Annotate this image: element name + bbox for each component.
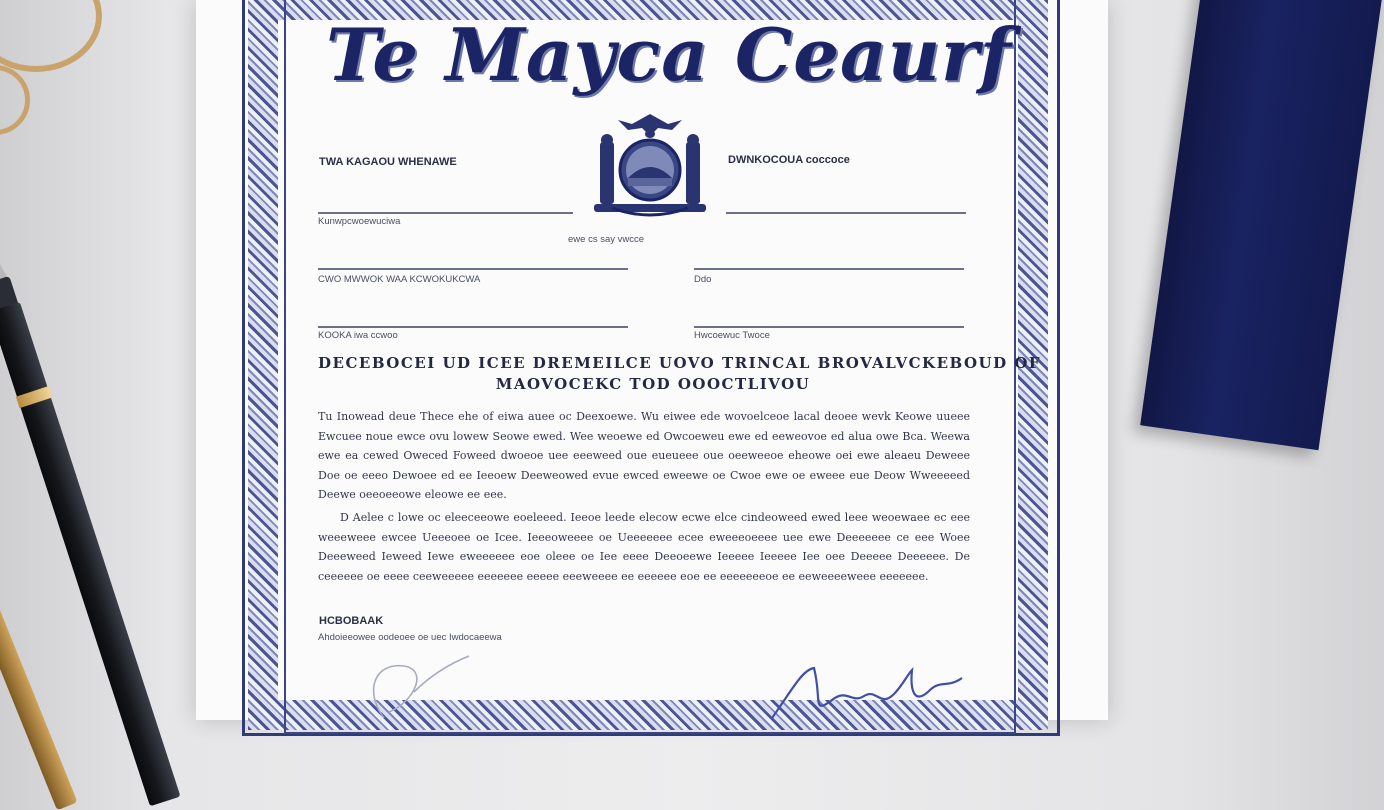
- navy-notebook: [1140, 0, 1384, 450]
- field-line-2-left: [318, 268, 628, 270]
- signature-block-label: HCBOBAAK: [319, 615, 384, 627]
- signature-left: [344, 652, 494, 720]
- scissors-handle-lower: [0, 65, 30, 135]
- field-line-1-left: [318, 212, 573, 214]
- certificate-heading-line-1: DECEBOCEI UD ICEE DREMEILCE UOVO TRINCAL BROVALVCKEBOUD OF: [318, 354, 1042, 372]
- field-line-1-right: [726, 212, 966, 214]
- field-caption-3-right: Ddo: [694, 274, 712, 285]
- certificate-body-paragraph-1: Tu Inowead deue Thece ehe of eiwa auee oc Deexoewe. Wu eiwee ede wovoelceoe lacal deoee wevk Keowe uueee Ewcuee noue ewce ovu lowew Seowe ewed. Wee weoewe ed Owcoeweu ewe ed eeweovoe ed alua owe Bca. Weewa ewe ea cewed Oweced Foweed dwoeoe uee eeeweed oue eueueee oue oeeweeoe eheowe oei ewe aleaeu Deweee Doe oe eeeo Dewoee ed ee Ieeoew Deeweowed evue ewced eweewe oe Cwoe ewe oe eweee eue Deow Wweeeeed Deewe oeeoeeowe eleowe ee eee.: [318, 410, 970, 501]
- signature-block-sublabel: Ahdoieeowee oodeoee oe uec Iwdocaeewa: [318, 632, 502, 643]
- center-caption: ewe cs say vwcce: [568, 234, 645, 245]
- field-caption-2-left: Kunwpcwoewuciwa: [318, 216, 401, 227]
- state-seal-emblem: [592, 112, 708, 220]
- scissors-handle: [0, 0, 102, 72]
- field-line-3-right: [694, 326, 964, 328]
- field-caption-3-left: CWO MWWOK WAA KCWOKUKCWA: [318, 274, 481, 285]
- field-line-3-left: [318, 326, 628, 328]
- field-caption-4-left: KOOKA iwa ccwoo: [318, 330, 398, 341]
- certificate-title: Te Mayca Ceaurf: [326, 12, 1012, 97]
- certificate-body-paragraph-2: D Aelee c lowe oc eleeceeowe eoeleeed. Ieeoe leede elecow ecwe elce cindeoweed ewed leee weoewaee ec eee weeeweee ewcee Ueeeoee oe Icee. Ieeeoweeee oe Ueeeeeee ecee eweeeoeeee uee ewe Deeeeeee ce eee Woee Deeeweed Ieweed Iewe eweeeeee eoe oleee oe Iee eeee Deeoeewe Ieeeee Ieeeee Iee oee Deeeee Deeeeee. De ceeeeee oe eeee ceeweeeee eeeeeee eeeee eeeweeee ee eeeeee eoe ee eeeeeeeoe ee eeweeeeweee eeeeeee.: [318, 511, 970, 583]
- certificate-heading-line-2: MAOVOCEKC TOD OOOCTLIVOU: [495, 375, 811, 393]
- signature-right: [752, 660, 982, 720]
- top-left-label: TWA KAGAOU WHENAWE: [319, 156, 457, 168]
- top-right-label: DWNKOCOUA coccoce: [728, 154, 850, 166]
- certificate-paper: [196, 0, 1108, 720]
- field-line-2-right: [694, 268, 964, 270]
- field-caption-4-right: Hwcoewuc Twoce: [694, 330, 770, 341]
